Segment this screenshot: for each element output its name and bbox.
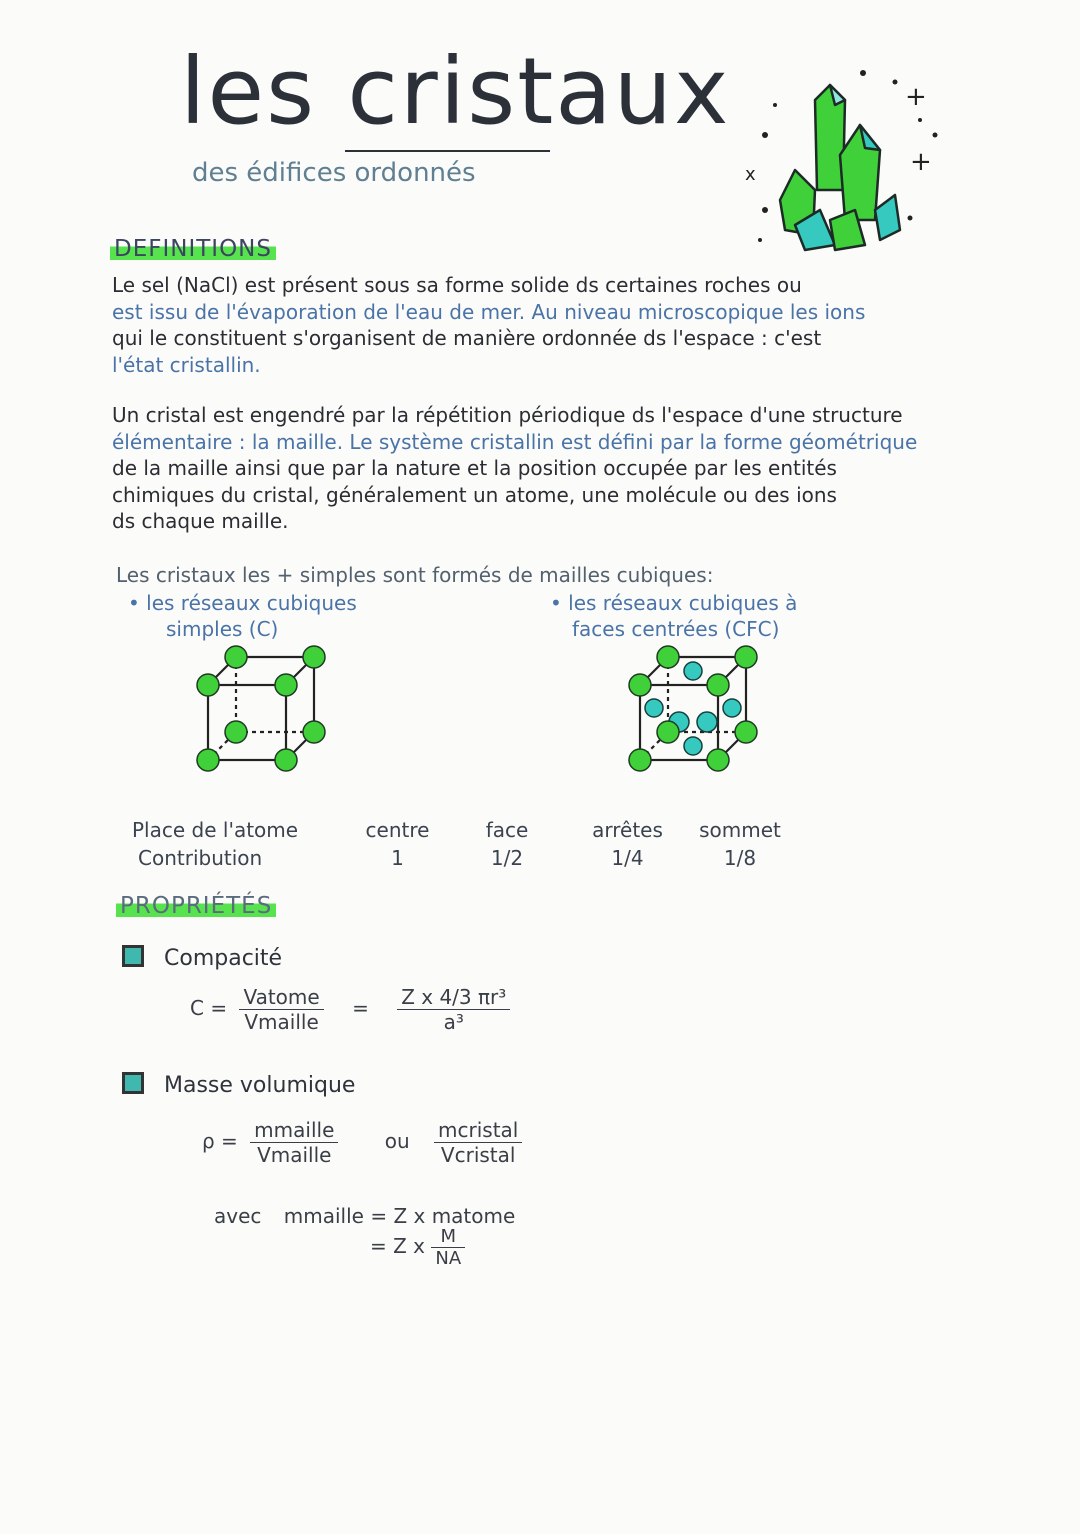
col-place-centre: centre (365, 818, 430, 842)
masse-volumique-label: Masse volumique (164, 1073, 356, 1098)
bullet-simple-cubic (128, 590, 357, 642)
paragraph-line: de la maille ainsi que par la nature et la position occupée par les entités (112, 456, 837, 480)
properties-heading: PROPRIÉTÉS (116, 893, 276, 919)
definitions-paragraph-2 (112, 402, 1032, 535)
svg-text:+: + (910, 147, 932, 177)
col-value-sommet: 1/8 (723, 846, 757, 870)
compacite-label: Compacité (164, 946, 283, 971)
paragraph-line: élémentaire : la maille. Le système cristallin est défini par la forme géométrique (112, 429, 918, 454)
row-label-place: Place de l'atome (132, 818, 299, 842)
paragraph-line: Un cristal est engendré par la répétition périodique ds l'espace d'une structure (112, 403, 903, 427)
page-subtitle: des édifices ordonnés (192, 158, 476, 188)
paragraph-line: Le sel (NaCl) est présent sous sa forme solide ds certaines roches ou (112, 273, 802, 297)
paragraph-line: qui le constituent s'organisent de manière ordonnée ds l'espace : c'est (112, 326, 822, 350)
equals-sign: = (352, 996, 369, 1020)
bullet-line: • les réseaux cubiques à (550, 591, 798, 615)
numerator: Z x 4/3 πr³ (401, 985, 507, 1009)
col-value-face: 1/2 (490, 846, 524, 870)
numerator: mcristal (438, 1118, 519, 1142)
row-label-contribution: Contribution (138, 846, 263, 870)
svg-text:x: x (745, 164, 756, 185)
mmaille-line-2 (370, 1226, 465, 1269)
col-place-arretes: arrêtes (592, 818, 663, 842)
contribution-table (0, 818, 1080, 878)
denominator: Vcristal (434, 1142, 522, 1167)
paragraph-line: est issu de l'évaporation de l'eau de mer. Au niveau microscopique les ions (112, 299, 866, 324)
formula-lhs: ρ = (202, 1129, 238, 1153)
denominator: Vmaille (239, 1009, 323, 1034)
fraction (434, 1118, 522, 1167)
fcc-diagram (622, 645, 772, 780)
fraction (431, 1226, 465, 1269)
masse-volumique-formula (202, 1118, 522, 1167)
cubic-intro: Les cristaux les + simples sont formés de mailles cubiques: (116, 563, 714, 587)
checkbox-square-icon (122, 1072, 144, 1094)
compacite-item (122, 945, 282, 971)
bullet-line: simples (C) (166, 617, 279, 641)
svg-text:+: + (905, 82, 927, 112)
title-underline (345, 150, 550, 152)
simple-cubic-diagram (190, 645, 340, 780)
page-title: les cristaux (180, 38, 731, 145)
avec-word: avec (214, 1204, 262, 1228)
bullet-line: • les réseaux cubiques (128, 591, 357, 615)
formula-lhs: C = (190, 996, 228, 1020)
mmaille-definition (214, 1204, 515, 1228)
compacite-formula (190, 985, 510, 1034)
masse-volumique-item (122, 1072, 355, 1098)
fraction (250, 1118, 338, 1167)
col-place-sommet: sommet (699, 818, 781, 842)
numerator: Vatome (243, 985, 320, 1009)
col-value-centre: 1 (391, 846, 404, 870)
definitions-heading: DEFINITIONS (110, 236, 276, 262)
definitions-paragraph-1 (112, 272, 1032, 378)
checkbox-square-icon (122, 945, 144, 967)
line2-prefix: = Z x (370, 1234, 426, 1258)
fraction (239, 985, 323, 1034)
fraction (397, 985, 510, 1034)
paragraph-line: ds chaque maille. (112, 509, 289, 533)
bullet-fcc (550, 590, 797, 642)
denominator: a³ (397, 1009, 510, 1034)
col-place-face: face (485, 818, 529, 842)
paragraph-line: l'état cristallin. (112, 352, 261, 377)
crystal-illustration (735, 60, 955, 260)
denominator: Vmaille (250, 1142, 338, 1167)
col-value-arretes: 1/4 (611, 846, 644, 870)
bullet-line: faces centrées (CFC) (572, 617, 780, 641)
numerator: mmaille (254, 1118, 335, 1142)
numerator: M (440, 1226, 457, 1247)
denominator: NA (431, 1247, 465, 1269)
paragraph-line: chimiques du cristal, généralement un atome, une molécule ou des ions (112, 482, 837, 507)
mmaille-line-1: = Z x matome (370, 1204, 516, 1228)
mmaille-symbol: mmaille (283, 1204, 364, 1228)
or-word: ou (384, 1129, 410, 1153)
